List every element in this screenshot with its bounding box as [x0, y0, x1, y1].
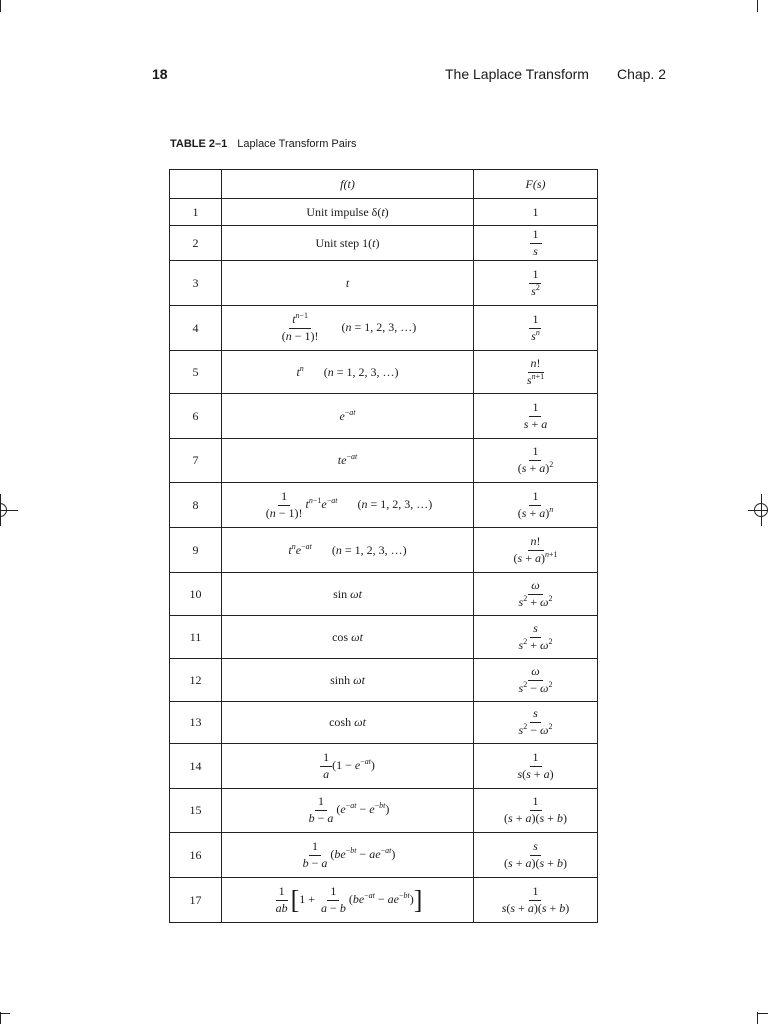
row-number: 11 [170, 616, 222, 659]
registration-mark-left-vline [0, 494, 1, 526]
transform-cell: $\frac{1}{s^2}$ [474, 261, 598, 306]
row-number: 13 [170, 702, 222, 744]
transform-cell: $\frac{1}{(s + a)^n}$ [474, 483, 598, 528]
registration-mark-left-line [0, 510, 18, 511]
row-number: 9 [170, 528, 222, 573]
time-function-cell: $t^ne^{-at}$ (n = 1, 2, 3, …) [222, 528, 474, 573]
table-row [170, 878, 598, 923]
transform-cell: 1 [474, 199, 598, 226]
row-number: 17 [170, 878, 222, 923]
column-header-number [170, 170, 222, 199]
page-number: 18 [152, 66, 168, 82]
table-row [170, 528, 598, 573]
table-row [170, 573, 598, 616]
row-number: 2 [170, 226, 222, 261]
running-head [445, 66, 666, 82]
time-function-cell: $\frac{1}{a}$ $(1 - e^{-at})$ [222, 744, 474, 789]
registration-mark-right-vline [761, 494, 762, 526]
time-function-cell: t [222, 261, 474, 306]
table-row [170, 483, 598, 528]
table-row [170, 789, 598, 833]
row-number: 10 [170, 573, 222, 616]
transform-cell: $\frac{s}{(s + a)(s + b)}$ [474, 833, 598, 878]
transform-cell: $\frac{s}{s^2 - \omega^2}$ [474, 702, 598, 744]
table-header-row [170, 170, 598, 199]
table-row [170, 226, 598, 261]
time-function-cell: cos ωt [222, 616, 474, 659]
time-function-cell: Unit impulse δ(t) [222, 199, 474, 226]
table-row [170, 833, 598, 878]
transform-cell: $\frac{1}{s(s + a)}$ [474, 744, 598, 789]
transform-cell: $\frac{1}{s}$ [474, 226, 598, 261]
time-function-cell: $\frac{t^{n-1}}{(n - 1)!}$ (n = 1, 2, 3, …) [222, 306, 474, 351]
time-function-cell: $te^{-at}$ [222, 439, 474, 483]
crop-mark-top-right [757, 0, 758, 12]
transform-cell: $\frac{\omega}{s^2 + \omega^2}$ [474, 573, 598, 616]
row-number: 14 [170, 744, 222, 789]
row-number: 12 [170, 659, 222, 702]
table-row [170, 744, 598, 789]
crop-mark-bottom-right-h [758, 1013, 768, 1014]
table-row [170, 394, 598, 439]
time-function-cell: $t^n$ (n = 1, 2, 3, …) [222, 351, 474, 394]
transform-cell: $\frac{1}{s + a}$ [474, 394, 598, 439]
table-row [170, 351, 598, 394]
transform-cell: $\frac{1}{(s + a)^2}$ [474, 439, 598, 483]
table-row [170, 306, 598, 351]
table-row [170, 199, 598, 226]
section-title: The Laplace Transform [444, 66, 589, 82]
table-row [170, 659, 598, 702]
time-function-cell: $e^{-at}$ [222, 394, 474, 439]
time-function-cell: cosh ωt [222, 702, 474, 744]
time-function-cell: $\frac{1}{ab}$ [1 + $\frac{1}{a - b}$ $(be^{-at} - ae^{-bt})$] [222, 878, 474, 923]
column-header-transform: F(s) [474, 170, 598, 199]
table-row [170, 702, 598, 744]
crop-mark-bottom-left-h [0, 1013, 10, 1014]
time-function-cell: sin ωt [222, 573, 474, 616]
time-function-cell: $\frac{1}{(n - 1)!}$ $t^{n-1}e^{-at}$ (n = 1, 2, 3, …) [222, 483, 474, 528]
time-function-cell: $\frac{1}{b - a}$ $(be^{-bt} - ae^{-at})$ [222, 833, 474, 878]
row-number: 7 [170, 439, 222, 483]
table-row [170, 439, 598, 483]
row-number: 4 [170, 306, 222, 351]
table-caption [170, 138, 356, 150]
table-label: TABLE 2–1 [170, 138, 228, 150]
row-number: 15 [170, 789, 222, 833]
transform-cell: $\frac{1}{s^n}$ [474, 306, 598, 351]
transform-cell: $\frac{n!}{(s + a)^{n+1}}$ [474, 528, 598, 573]
laplace-transform-table [169, 169, 598, 923]
time-function-cell: Unit step 1(t) [222, 226, 474, 261]
row-number: 16 [170, 833, 222, 878]
row-number: 8 [170, 483, 222, 528]
transform-cell: $\frac{s}{s^2 + \omega^2}$ [474, 616, 598, 659]
row-number: 3 [170, 261, 222, 306]
transform-cell: $\frac{n!}{s^{n+1}}$ [474, 351, 598, 394]
table-row [170, 616, 598, 659]
transform-cell: $\frac{1}{s(s + a)(s + b)}$ [474, 878, 598, 923]
row-number: 1 [170, 199, 222, 226]
transform-cell: $\frac{\omega}{s^2 - \omega^2}$ [474, 659, 598, 702]
table-title: Laplace Transform Pairs [237, 138, 357, 150]
row-number: 6 [170, 394, 222, 439]
registration-mark-right-line [748, 510, 768, 511]
chapter-label: Chap. 2 [616, 66, 666, 82]
time-function-cell: $\frac{1}{b - a}$ $(e^{-at} - e^{-bt})$ [222, 789, 474, 833]
transform-cell: $\frac{1}{(s + a)(s + b)}$ [474, 789, 598, 833]
column-header-time-function: f(t) [222, 170, 474, 199]
crop-mark-top-left [0, 0, 1, 12]
table-row [170, 261, 598, 306]
time-function-cell: sinh ωt [222, 659, 474, 702]
row-number: 5 [170, 351, 222, 394]
